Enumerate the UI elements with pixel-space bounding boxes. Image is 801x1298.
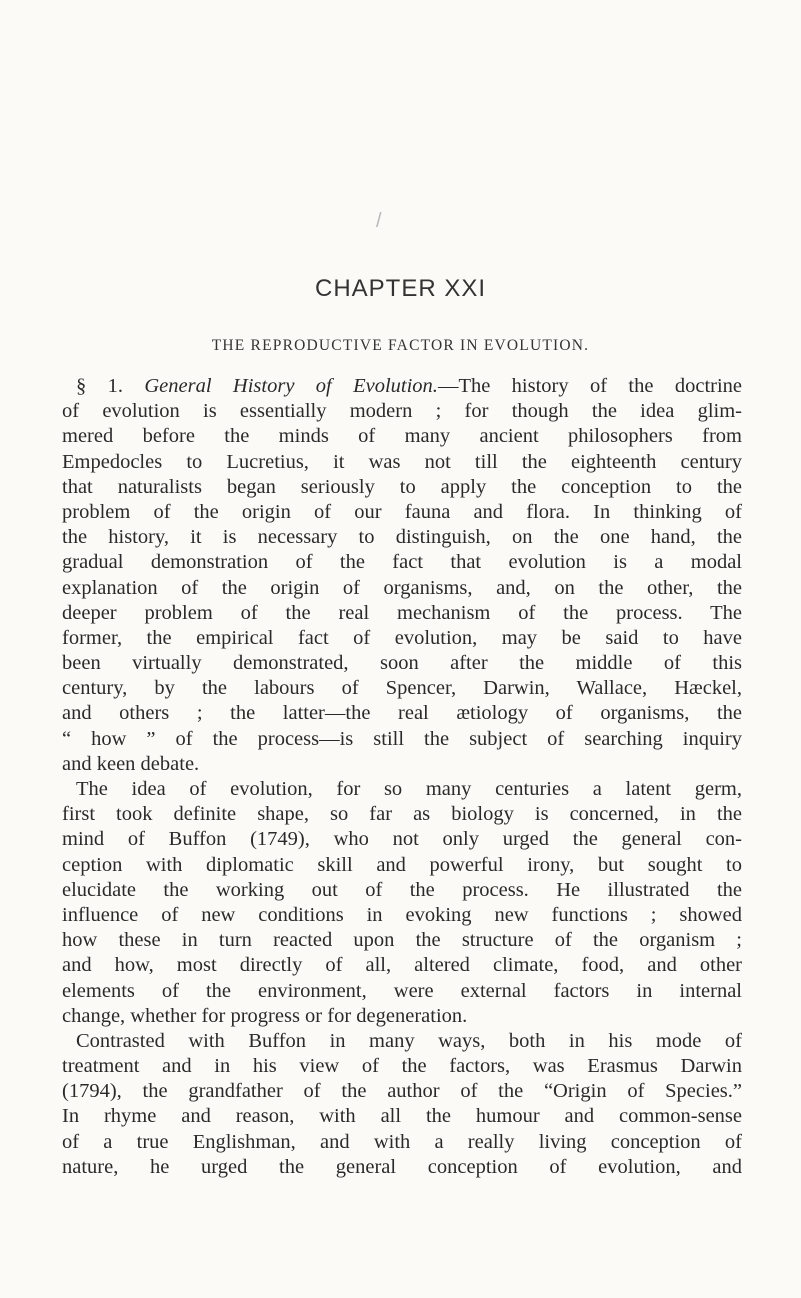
stray-pencil-mark: / bbox=[376, 210, 382, 232]
text-line: “ how ” of the process—is still the subject of searching inquiry bbox=[62, 727, 742, 750]
text-line: nature, he urged the general conception of evolution, and bbox=[62, 1155, 742, 1178]
text-line: influence of new conditions in evoking new functions ; showed bbox=[62, 903, 742, 926]
section-heading: General History of Evolution. bbox=[144, 375, 438, 397]
text-line: been virtually demonstrated, soon after the middle of this bbox=[62, 652, 742, 675]
text-line: mered before the minds of many ancient philosophers from bbox=[62, 425, 742, 448]
chapter-title: CHAPTER XXI bbox=[314, 275, 487, 302]
text-line: In rhyme and reason, with all the humour and common-sense bbox=[62, 1105, 742, 1128]
text-line: how these in turn reacted upon the structure of the organism ; bbox=[62, 929, 742, 952]
text-line: The idea of evolution, for so many centuries a latent germ, bbox=[76, 778, 742, 800]
text-line: former, the empirical fact of evolution, may be said to have bbox=[62, 626, 742, 649]
text-line: first took definite shape, so far as biology is concerned, in the bbox=[62, 803, 742, 826]
text-line: Contrasted with Buffon in many ways, both in his mode of bbox=[76, 1029, 742, 1052]
text-line: (1794), the grandfather of the author of the “Origin of Species.” bbox=[62, 1080, 742, 1103]
text-line-rest: —The history of the doctrine bbox=[437, 375, 743, 397]
text-line: elucidate the working out of the process. He illustrated the bbox=[62, 878, 742, 901]
text-line: the history, it is necessary to distinguish, on the one hand, the bbox=[62, 526, 742, 549]
text-line: century, by the labours of Spencer, Darwin, Wallace, Hæckel, bbox=[62, 677, 742, 700]
text-line: treatment and in his view of the factors, was Erasmus Darwin bbox=[62, 1055, 742, 1078]
text-line: change, whether for progress or for degeneration. bbox=[62, 1004, 468, 1027]
text-line bbox=[62, 374, 742, 399]
text-line: that naturalists began seriously to apply the conception to the bbox=[62, 475, 742, 498]
text-line: and how, most directly of all, altered climate, food, and other bbox=[62, 954, 742, 977]
section-number: § 1. bbox=[76, 375, 123, 397]
text-line: of evolution is essentially modern ; for though the idea glim- bbox=[62, 400, 742, 423]
text-line: explanation of the origin of organisms, and, on the other, the bbox=[62, 576, 742, 599]
text-line: Empedocles to Lucretius, it was not till the eighteenth century bbox=[62, 450, 742, 473]
text-line: problem of the origin of our fauna and flora. In thinking of bbox=[62, 500, 742, 523]
text-line: ception with diplomatic skill and powerful irony, but sought to bbox=[62, 853, 742, 876]
body-text bbox=[62, 374, 742, 1180]
text-line: and keen debate. bbox=[62, 752, 200, 775]
text-line: gradual demonstration of the fact that evolution is a modal bbox=[62, 551, 742, 574]
text-line: and others ; the latter—the real ætiology of organisms, the bbox=[62, 702, 742, 725]
text-line: mind of Buffon (1749), who not only urged the general con- bbox=[62, 828, 742, 851]
text-line: of a true Englishman, and with a really living conception of bbox=[62, 1130, 742, 1153]
text-line: deeper problem of the real mechanism of the process. The bbox=[62, 601, 742, 624]
section-title: THE REPRODUCTIVE FACTOR IN EVOLUTION. bbox=[211, 337, 590, 354]
text-line: elements of the environment, were external factors in internal bbox=[62, 979, 742, 1002]
